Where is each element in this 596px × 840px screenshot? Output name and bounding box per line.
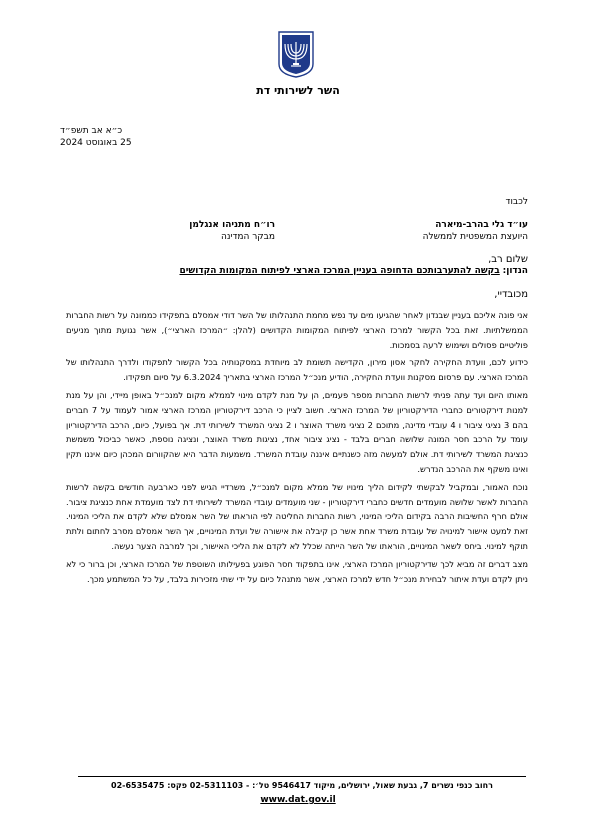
recipient-name: רו״ח מתניהו אנגלמן [189,220,275,230]
subject-text: בקשה להתערבותכם הדחופה בעניין המרכז הארצי לפיתוח המקומות הקדושים [179,266,500,276]
letter-body [66,308,528,589]
paragraph: מצב דברים זה מביא לכך שדירקטוריון המרכז הארצי, אינו בתפקוד חסר הפוגע בפעילותו השוטפת של המרכז הארצי, וכן ברור כי לא ניתן לקדם ועדת איתור לבחירת מנכ״ל חדש למרכז הארצי, אשר מתנהל כיום על ידי שתי מזכירות בלבד, על כל המשתמע מכך. [66,558,528,584]
paragraph: כידוע לכם, וועדת החקירה לחקר אסון מירון, הקדישה תשומת לב מיוחדת במסקנותיה בכל הקשור לתפקודו ולדרך התנהלותו של המרכז הארצי. עם פרסום מסקנות וועדת החקירה, הודיע מנכ״ל המרכז הארצי בתאריך 6.3.2024 על סיום תפקידו. [66,357,528,383]
footer-website-link[interactable]: www.dat.gov.il [260,795,336,805]
subject-line [68,266,528,276]
footer-address: רחוב כנפי נשרים 7, גבעת שאול, ירושלים, מיקוד 9546417 טל׳: - 02-5311103 פקס: 02-6535475 [111,781,493,790]
date-block [60,125,180,149]
hebrew-date: כ״א אב תשפ״ד [60,126,123,136]
menorah-emblem-icon [276,30,316,78]
gregorian-date: 25 באוגוסט 2024 [60,138,132,148]
recipient-name: עו״ד גלי בהרב-מיארה [435,220,528,230]
recipient-state-comptroller [155,219,275,243]
recipient-attorney-general [423,219,528,243]
paragraph: מאותו היום ועד עתה פניתי לרשות החברות מספר פעמים, הן על מנת לקדם מינוי לממלא מקום למנכ״ל באופן מיידי, והן על מנת למנות דירקטורים כחברי הדירקטוריון של המרכז הארצי. חשוב לציין כי הרכב דירקטוריון המרכז הארצי אמור לעמוד על 7 חברים בהם 3 נציגי ציבור ו 4 עובדי מדינה, מתוכם 2 נציגי משרד האוצר ו 2 נציגי המשרד לשירותי דת. אך בפועל, כיום, הרכב הדירקטוריון עומד על הרכב חסר המונה שלושה חברים בלבד - נציג ציבור אחד, נציגות משרד האוצר, ונציגה נוספת, כאשר כביכול משמשת כנציגת המשרד לשירותי דת. אולם למעשה מזה כשנתיים איננה עובדת המשרד. משמעות הדבר היא שהקוורום המכהן כיום איננו תקין ואינו משקף את ההרכב הנדרש. [66,389,529,474]
paragraph: נוכח האמור, ובמקביל לבקשתי לקידום הליך מינויו של ממלא מקום למנכ״ל, משרדיי הגיש לפני כארבעה חודשים בקשה לרשות החברות לאשר שלושה מועמדים חדשים כחברי דירקטוריון - שני מועמדים עובדי המשרד לשירותי דת לצד מועמדת אחת כנציגת ציבור. אולם חרף החשיבות הרבה בקידום הליכי המינוי, רשות החברות החליטה לפי הוראתו של השר אמסלם שלא לקדם את הליכי המינוי. זאת למעט אישור למינויה של עובדת משרד אחת אשר כן קיבלה את אישורה של ועדת המינויים, אך השר אמסלם מסרב לחתום ולתת תוקף למינוי. ביחס לשאר המינויים, הוראתו של השר הייתה שכלל לא לקדם את הליכי האישור, וכך למרבה הצער נעשה. [66,481,528,551]
subject-label: הנדון: [502,266,528,276]
paragraph: אני פונה אליכם בעניין שבנדון לאחר שהגיעו מים עד נפש מחמת התנהלותו של השר דודי אמסלם בתפקידו כממונה על רשות החברות הממשלתיות. זאת בכל הקשור למרכז הארצי לפיתוח המקומות הקדושים (להלן: ״המרכז הארצי״), אשר נגועת מתוך מניעים פוליטיים פסולים ושימוש לרעה בסמכות. [66,310,528,350]
recipient-title: היועצת המשפטית לממשלה [422,232,528,242]
footer-divider [78,776,526,777]
greeting: שלום רב, [488,254,528,265]
office-title: השר לשירותי דת [256,84,340,97]
recipient-title: מבקר המדינה [220,232,275,242]
salutation: מכובדיי, [494,289,528,300]
to-label: לכבוד [505,197,528,207]
